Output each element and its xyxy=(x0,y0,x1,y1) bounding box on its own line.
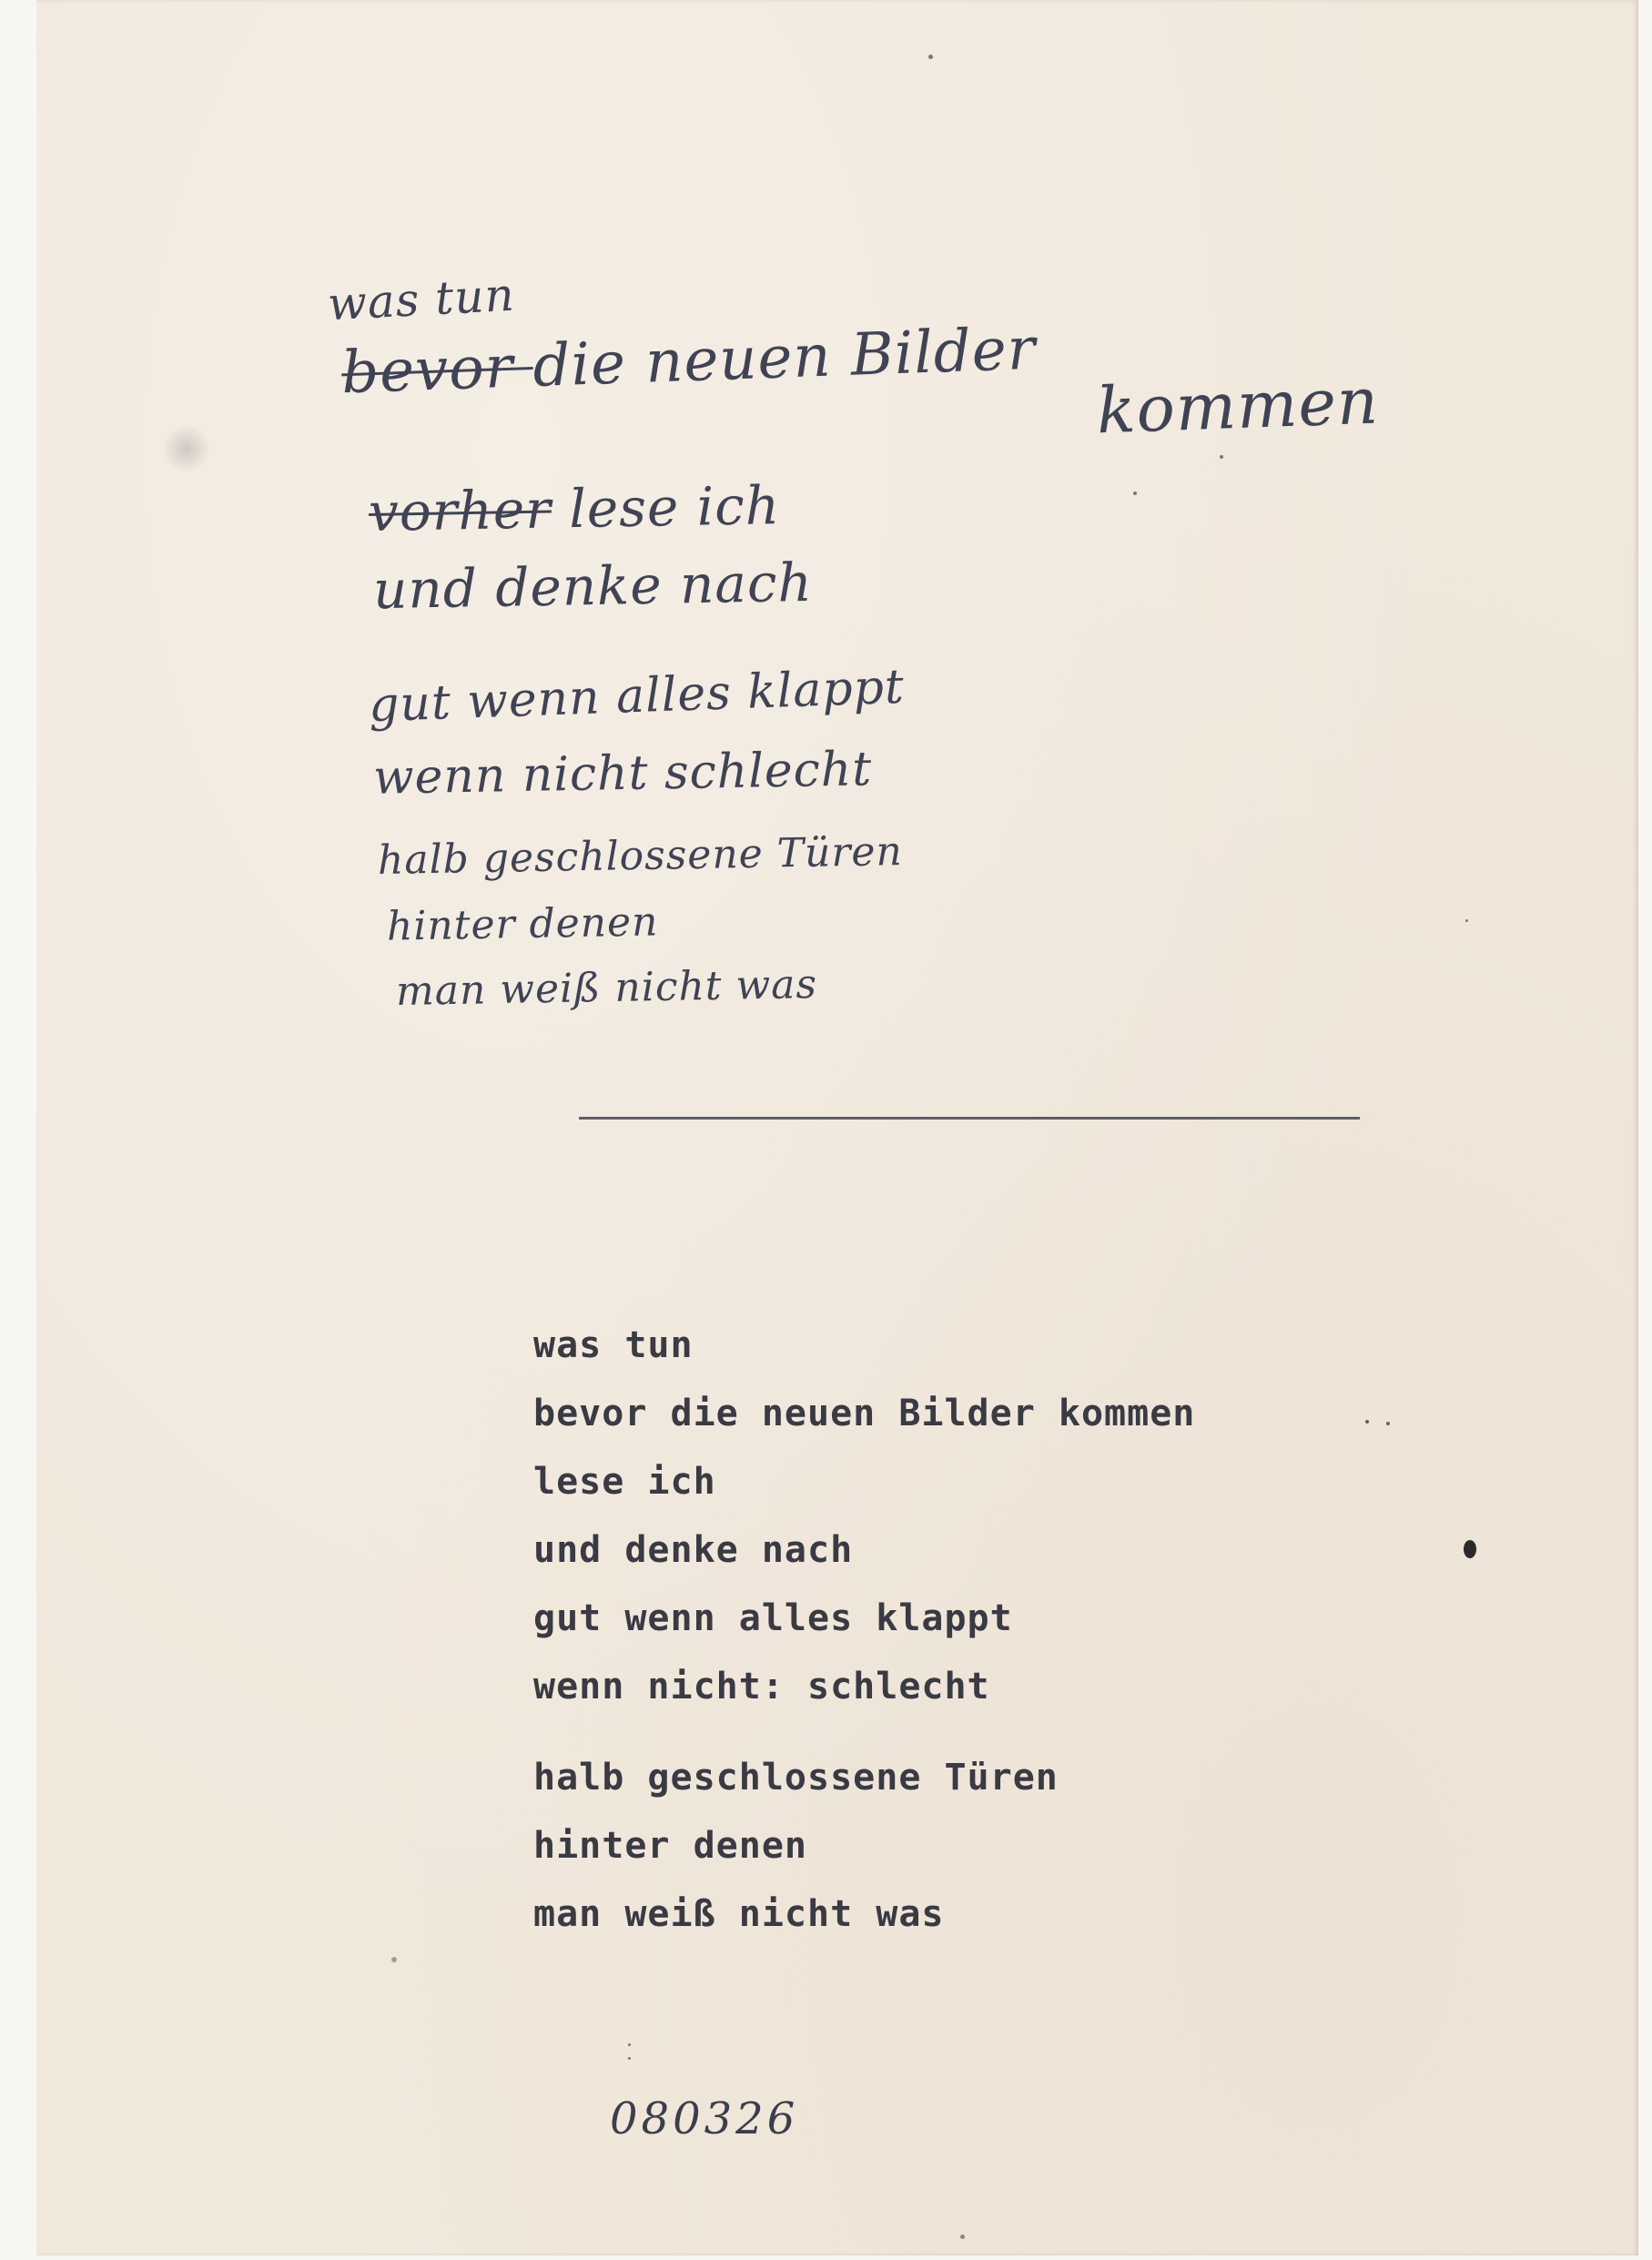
ink-speck xyxy=(1386,1422,1390,1425)
poem-line: bevor die neuen Bilder kommen xyxy=(533,1393,1196,1434)
struck-word: vorher xyxy=(368,478,552,543)
separator-line xyxy=(579,1117,1360,1120)
ink-speck xyxy=(928,55,933,59)
draft-line xyxy=(368,474,780,543)
poem-line: halb geschlossene Türen xyxy=(533,1757,1059,1799)
draft-line-text: wenn nicht schlecht xyxy=(372,742,873,806)
draft-line-text: die neuen Bilder xyxy=(532,315,1038,400)
draft-line-text: gut wenn alles klappt xyxy=(368,659,906,734)
ink-speck xyxy=(1465,919,1468,922)
draft-line xyxy=(396,961,818,1015)
draft-line-text: lese ich xyxy=(551,474,781,541)
draft-line xyxy=(373,742,873,806)
draft-line-text: man weiß nicht was xyxy=(395,960,818,1016)
poem-line: man weiß nicht was xyxy=(533,1893,945,1935)
draft-line xyxy=(1096,364,1381,449)
ink-speck xyxy=(628,2043,631,2046)
poem-line: was tun xyxy=(533,1324,694,1366)
poem-line: gut wenn alles klappt xyxy=(533,1597,1013,1639)
draft-line xyxy=(372,552,813,621)
ink-speck xyxy=(1464,1540,1476,1558)
poem-line: lese ich xyxy=(533,1461,716,1503)
ink-speck xyxy=(628,2057,631,2060)
draft-line xyxy=(340,316,1037,408)
draft-line-text: hinter denen xyxy=(386,898,659,950)
draft-line-text: was tun xyxy=(326,268,517,331)
paper-smudge xyxy=(164,423,209,474)
struck-word: bevor xyxy=(340,332,534,408)
draft-line-text: und denke nach xyxy=(372,551,814,622)
draft-line-text: halb geschlossene Türen xyxy=(377,827,904,885)
poem-line: und denke nach xyxy=(533,1529,854,1571)
poem-line: wenn nicht: schlecht xyxy=(533,1666,990,1708)
ink-speck xyxy=(1220,455,1223,459)
paper-sheet xyxy=(36,0,1638,2255)
draft-line xyxy=(378,828,904,884)
ink-speck xyxy=(960,2235,965,2239)
draft-line xyxy=(368,660,906,734)
ink-speck xyxy=(1365,1420,1369,1424)
draft-line xyxy=(327,269,516,331)
ink-speck xyxy=(1133,492,1137,495)
poem-line: hinter denen xyxy=(533,1825,807,1867)
archive-number: 080326 xyxy=(610,2093,799,2144)
draft-line xyxy=(387,898,659,949)
ink-speck xyxy=(391,1957,397,1962)
draft-line-text: kommen xyxy=(1095,363,1381,449)
